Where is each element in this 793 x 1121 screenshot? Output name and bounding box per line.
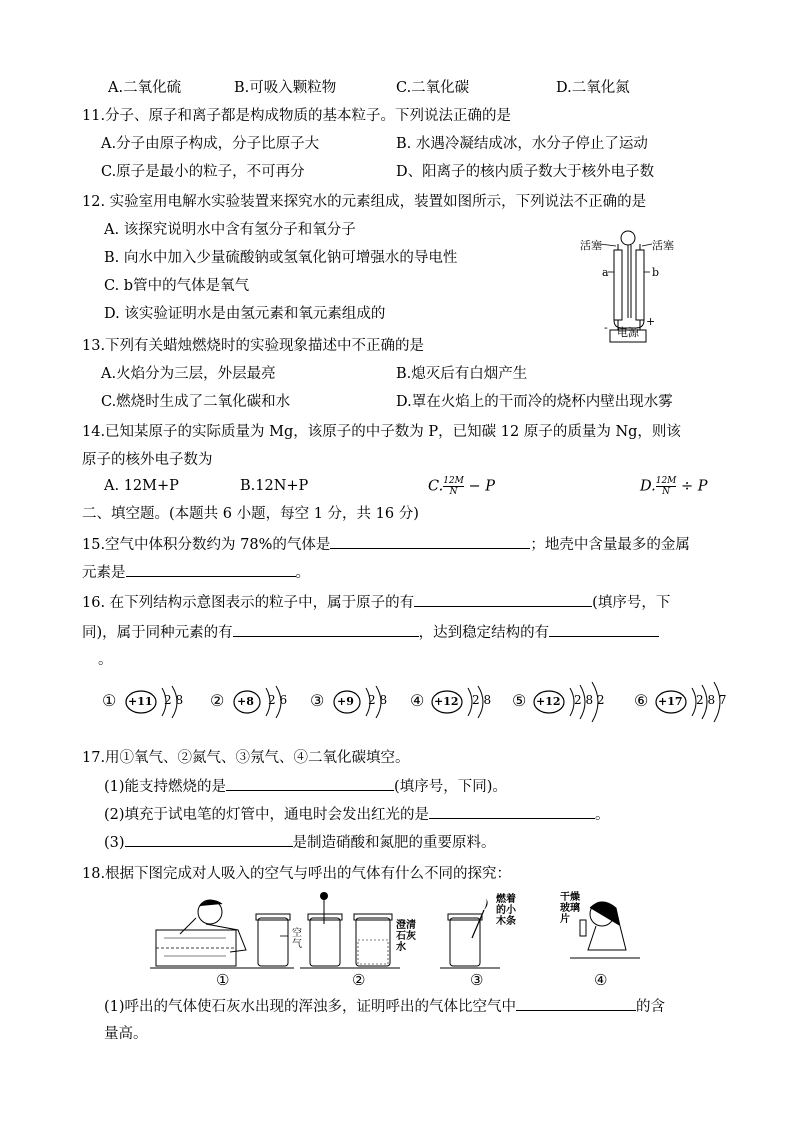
right-valve-label: 活塞 bbox=[652, 239, 674, 252]
atom-diagram-3-nucleus: +9 bbox=[337, 695, 354, 708]
atom-diagram-4-number: ④ bbox=[410, 691, 425, 710]
q14-option-d bbox=[640, 476, 708, 497]
q15-text-3: 元素是 bbox=[82, 565, 126, 581]
q17-sub3 bbox=[104, 832, 496, 853]
atom-diagram-4 bbox=[410, 680, 510, 724]
power-label: 电源 bbox=[617, 326, 639, 339]
section-2-heading: 二、填空题。(本题共 6 小题，每空 1 分，共 16 分) bbox=[82, 506, 419, 522]
atom-diagram-1-number: ① bbox=[102, 691, 117, 710]
q18-stem: 18.根据下图完成对人吸入的空气与呼出的气体有什么不同的探究： bbox=[82, 866, 512, 882]
q15-text-4: 。 bbox=[295, 565, 310, 581]
q14-option-c-suffix: − P bbox=[468, 478, 495, 495]
q10-option-c: C.二氧化碳 bbox=[396, 80, 470, 96]
q17-sub2 bbox=[104, 804, 610, 825]
atom-diagram-6-electrons: 2 8 7 bbox=[696, 693, 727, 707]
q11-option-c: C.原子是最小的粒子，不可再分 bbox=[101, 164, 305, 180]
q17-sub1-text: (1)能支持燃烧的是 bbox=[104, 779, 227, 795]
atom-diagram-2-number: ② bbox=[210, 691, 225, 710]
q17-blank-1[interactable] bbox=[226, 776, 394, 791]
figure-step-2: ② bbox=[352, 971, 366, 989]
q18-sub1 bbox=[104, 996, 665, 1017]
q15-blank-2[interactable] bbox=[126, 562, 296, 577]
q17-sub3-text: (3) bbox=[104, 835, 125, 851]
q17-sub3-tail: 是制造硝酸和氮肥的重要原料。 bbox=[292, 835, 496, 851]
q12-option-c: C. b管中的气体是氧气 bbox=[104, 278, 250, 294]
q16-line2 bbox=[82, 622, 659, 643]
atom-diagram-2-nucleus: +8 bbox=[237, 695, 254, 708]
atom-diagram-3-electrons: 2 8 bbox=[368, 693, 388, 707]
q14-option-c-prefix: C. bbox=[428, 478, 444, 495]
atom-diagram-4-electrons: 2 8 bbox=[472, 693, 492, 707]
plus-label: + bbox=[646, 315, 656, 328]
q17-blank-2[interactable] bbox=[429, 804, 595, 819]
atom-diagram-6-nucleus: +17 bbox=[658, 695, 683, 708]
q14-stem-line2: 原子的核外电子数为 bbox=[82, 452, 213, 468]
q13-stem: 13.下列有关蜡烛燃烧时的实验现象描述中不正确的是 bbox=[82, 338, 425, 354]
q15-line2 bbox=[82, 562, 310, 583]
figure-step-1: ① bbox=[216, 971, 230, 989]
q16-text-2: (填序号，下 bbox=[592, 595, 671, 611]
q15-text-2: ；地壳中含量最多的金属 bbox=[530, 537, 690, 553]
q11-option-b: B. 水遇冷凝结成冰，水分子停止了运动 bbox=[396, 136, 648, 152]
q10-option-b: B.可吸入颗粒物 bbox=[234, 80, 337, 96]
q14-option-d-suffix: ÷ P bbox=[681, 478, 708, 495]
q16-blank-1[interactable] bbox=[414, 592, 592, 607]
atom-diagram-5 bbox=[512, 680, 630, 724]
q12-option-b: B. 向水中加入少量硫酸钠或氢氧化钠可增强水的导电性 bbox=[104, 250, 458, 266]
atom-diagram-4-nucleus: +12 bbox=[434, 695, 459, 708]
q14-option-b: B.12N+P bbox=[240, 478, 309, 494]
q15-blank-1[interactable] bbox=[330, 534, 530, 549]
q12-option-d: D. 该实验证明水是由氢元素和氧元素组成的 bbox=[104, 306, 386, 322]
q16-blank-2[interactable] bbox=[233, 622, 419, 637]
air-label: 空气 bbox=[292, 928, 302, 950]
atom-diagram-1 bbox=[100, 680, 210, 724]
q11-option-d: D、阳离子的核内质子数大于核外电子数 bbox=[396, 164, 655, 180]
q14-option-c bbox=[428, 476, 495, 497]
q14-option-d-fraction bbox=[656, 476, 677, 497]
atom-diagram-1-nucleus: +11 bbox=[128, 695, 153, 708]
dry-glass-label: 干燥玻璃片 bbox=[560, 892, 580, 925]
q18-sub1-tail: 的含 bbox=[636, 999, 666, 1015]
q14-option-d-prefix: D. bbox=[640, 478, 656, 495]
q16-text-4: ，达到稳定结构的有 bbox=[418, 625, 550, 641]
q11-option-a: A.分子由原子构成，分子比原子大 bbox=[101, 136, 320, 152]
q10-option-a: A.二氧化硫 bbox=[108, 80, 182, 96]
minus-label: - bbox=[604, 321, 608, 334]
q13-option-b: B.熄灭后有白烟产生 bbox=[396, 366, 528, 382]
q13-option-a: A.火焰分为三层，外层最亮 bbox=[101, 366, 276, 382]
atom-diagram-2-electrons: 2 6 bbox=[268, 693, 288, 707]
q16-line3-end: 。 bbox=[98, 652, 113, 668]
q13-option-d: D.罩在火焰上的干而冷的烧杯内壁出现水雾 bbox=[396, 394, 673, 410]
atom-diagram-3 bbox=[310, 680, 410, 724]
q18-sub1-text: (1)呼出的气体使石灰水出现的浑浊多，证明呼出的气体比空气中 bbox=[104, 999, 517, 1015]
q17-sub1 bbox=[104, 776, 507, 797]
q15-line1 bbox=[82, 534, 690, 555]
atom-diagram-6-number: ⑥ bbox=[634, 691, 649, 710]
q14-option-c-fraction bbox=[443, 476, 464, 497]
figure-step-4: ④ bbox=[594, 971, 608, 989]
atomic-structure-diagrams bbox=[100, 680, 740, 724]
q14-stem-line1: 14.已知某原子的实际质量为 Mg，该原子的中子数为 P，已知碳 12 原子的质量为 Ng，则该 bbox=[82, 424, 681, 440]
q11-stem: 11.分子、原子和离子都是构成物质的基本粒子。下列说法正确的是 bbox=[82, 108, 512, 124]
q14-option-d-denominator: N bbox=[656, 486, 677, 497]
q12-stem: 12. 实验室用电解水实验装置来探究水的元素组成，装置如图所示，下列说法不正确的是 bbox=[82, 194, 647, 210]
figure-step-3: ③ bbox=[470, 971, 484, 989]
q14-option-c-denominator: N bbox=[443, 486, 464, 497]
left-valve-label: 活塞 bbox=[580, 239, 602, 252]
electrolysis-apparatus-figure bbox=[580, 226, 700, 344]
q14-option-d-numerator: 12M bbox=[655, 476, 677, 486]
q17-blank-3[interactable] bbox=[125, 832, 293, 847]
q16-text-1: 16. 在下列结构示意图表示的粒子中，属于原子的有 bbox=[82, 595, 415, 611]
q14-option-c-numerator: 12M bbox=[443, 476, 464, 486]
atom-diagram-3-number: ③ bbox=[310, 691, 325, 710]
q17-sub1-tail: (填序号，下同)。 bbox=[394, 779, 507, 795]
atom-diagram-2 bbox=[210, 680, 310, 724]
q16-blank-3[interactable] bbox=[549, 622, 659, 637]
q16-line1 bbox=[82, 592, 670, 613]
q18-blank-1[interactable] bbox=[516, 996, 636, 1011]
q14-option-a: A. 12M+P bbox=[104, 478, 179, 494]
breath-experiment-figure bbox=[150, 890, 650, 990]
q15-text-1: 15.空气中体积分数约为 78%的气体是 bbox=[82, 537, 331, 553]
atom-diagram-1-electrons: 2 8 bbox=[164, 693, 184, 707]
q17-sub2-tail: 。 bbox=[595, 807, 610, 823]
q13-option-c: C.燃烧时生成了二氧化碳和水 bbox=[101, 394, 291, 410]
tube-b-label: b bbox=[652, 266, 660, 279]
q16-text-3: 同)，属于同种元素的有 bbox=[82, 625, 233, 641]
atom-diagram-5-nucleus: +12 bbox=[536, 695, 561, 708]
limewater-label: 澄清石灰水 bbox=[396, 920, 416, 953]
q10-option-d: D.二氧化氮 bbox=[556, 80, 630, 96]
q17-sub2-text: (2)填充于试电笔的灯管中，通电时会发出红光的是 bbox=[104, 807, 430, 823]
atom-diagram-5-number: ⑤ bbox=[512, 691, 527, 710]
tube-a-label: a bbox=[602, 266, 609, 279]
atom-diagram-5-electrons: 2 8 2 bbox=[574, 693, 605, 707]
q17-stem: 17.用①氧气、②氮气、③氖气、④二氧化碳填空。 bbox=[82, 750, 410, 766]
q12-option-a: A. 该探究说明水中含有氢分子和氧分子 bbox=[104, 222, 356, 238]
q18-sub1-line2: 量高。 bbox=[104, 1026, 148, 1042]
atom-diagram-6 bbox=[634, 680, 740, 724]
burning-stick-label: 燃着的小木条 bbox=[496, 894, 516, 927]
